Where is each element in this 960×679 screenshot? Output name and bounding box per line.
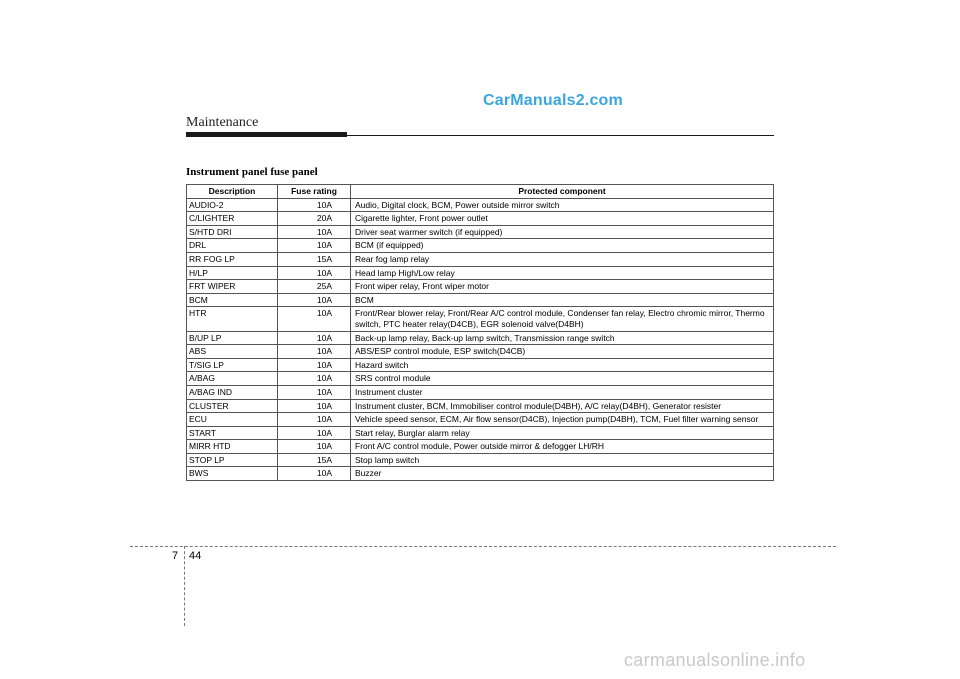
table-row (187, 467, 774, 481)
fuse-table (186, 184, 774, 481)
table-row (187, 453, 774, 467)
fuse-rating-cell: 10A (278, 239, 351, 253)
fuse-description-cell: CLUSTER (187, 399, 278, 413)
protected-component-cell: Instrument cluster, BCM, Immobiliser control module(D4BH), A/C relay(D4BH), Generator resister (351, 399, 774, 413)
header-protected-component: Protected component (351, 185, 774, 199)
table-row (187, 198, 774, 212)
fuse-description-cell: MIRR HTD (187, 440, 278, 454)
table-row (187, 440, 774, 454)
protected-component-cell: Head lamp High/Low relay (351, 266, 774, 280)
header-rule-thin (347, 135, 774, 136)
protected-component-cell: Buzzer (351, 467, 774, 481)
fuse-description-cell: A/BAG IND (187, 385, 278, 399)
table-row (187, 239, 774, 253)
fuse-rating-cell: 10A (278, 293, 351, 307)
table-row (187, 293, 774, 307)
fuse-description-cell: B/UP LP (187, 331, 278, 345)
fuse-rating-cell: 10A (278, 225, 351, 239)
fuse-description-cell: A/BAG (187, 372, 278, 386)
footer-dashed-line (130, 546, 836, 547)
table-row (187, 413, 774, 427)
fuse-rating-cell: 10A (278, 331, 351, 345)
table-row (187, 280, 774, 294)
fuse-rating-cell: 10A (278, 426, 351, 440)
watermark-carmanualsonline: carmanualsonline.info (624, 650, 806, 670)
fuse-rating-cell: 10A (278, 385, 351, 399)
fuse-description-cell: S/HTD DRI (187, 225, 278, 239)
table-row (187, 426, 774, 440)
page-section-number: 7 (172, 550, 179, 562)
protected-component-cell: Instrument cluster (351, 385, 774, 399)
fuse-description-cell: ECU (187, 413, 278, 427)
fuse-description-cell: STOP LP (187, 453, 278, 467)
fuse-rating-cell: 10A (278, 345, 351, 359)
fuse-description-cell: T/SIG LP (187, 358, 278, 372)
fuse-description-cell: START (187, 426, 278, 440)
protected-component-cell: Hazard switch (351, 358, 774, 372)
protected-component-cell: Front wiper relay, Front wiper motor (351, 280, 774, 294)
protected-component-cell: Vehicle speed sensor, ECM, Air flow sensor(D4CB), Injection pump(D4BH), TCM, Fuel filter warning sensor (351, 413, 774, 427)
protected-component-cell: Rear fog lamp relay (351, 252, 774, 266)
fuse-description-cell: AUDIO-2 (187, 198, 278, 212)
table-row (187, 345, 774, 359)
protected-component-cell: ABS/ESP control module, ESP switch(D4CB) (351, 345, 774, 359)
protected-component-cell: Driver seat warmer switch (if equipped) (351, 225, 774, 239)
protected-component-cell: Cigarette lighter, Front power outlet (351, 212, 774, 226)
table-row (187, 331, 774, 345)
fuse-description-cell: FRT WIPER (187, 280, 278, 294)
fuse-rating-cell: 25A (278, 280, 351, 294)
table-title: Instrument panel fuse panel (186, 166, 318, 178)
fuse-rating-cell: 10A (278, 266, 351, 280)
fuse-description-cell: HTR (187, 307, 278, 331)
fuse-description-cell: DRL (187, 239, 278, 253)
fuse-rating-cell: 10A (278, 372, 351, 386)
header-fuse-rating: Fuse rating (278, 185, 351, 199)
fuse-rating-cell: 10A (278, 358, 351, 372)
protected-component-cell: BCM (351, 293, 774, 307)
header-rule-thick (186, 132, 347, 137)
fuse-description-cell: H/LP (187, 266, 278, 280)
table-row (187, 385, 774, 399)
protected-component-cell: SRS control module (351, 372, 774, 386)
fuse-rating-cell: 10A (278, 198, 351, 212)
fuse-table-body (187, 198, 774, 480)
protected-component-cell: Start relay, Burglar alarm relay (351, 426, 774, 440)
table-row (187, 399, 774, 413)
protected-component-cell: Audio, Digital clock, BCM, Power outside mirror switch (351, 198, 774, 212)
protected-component-cell: Stop lamp switch (351, 453, 774, 467)
fuse-description-cell: RR FOG LP (187, 252, 278, 266)
fuse-rating-cell: 20A (278, 212, 351, 226)
table-row (187, 212, 774, 226)
fuse-rating-cell: 10A (278, 413, 351, 427)
page-number: 44 (189, 550, 202, 562)
table-row (187, 266, 774, 280)
fuse-rating-cell: 10A (278, 467, 351, 481)
section-title: Maintenance (186, 115, 259, 130)
fuse-description-cell: ABS (187, 345, 278, 359)
table-row (187, 358, 774, 372)
fuse-description-cell: BCM (187, 293, 278, 307)
fuse-rating-cell: 15A (278, 252, 351, 266)
footer-dashed-divider (184, 546, 185, 626)
table-row (187, 372, 774, 386)
header-description: Description (187, 185, 278, 199)
fuse-description-cell: BWS (187, 467, 278, 481)
fuse-rating-cell: 10A (278, 399, 351, 413)
fuse-rating-cell: 10A (278, 307, 351, 331)
table-row (187, 252, 774, 266)
fuse-description-cell: C/LIGHTER (187, 212, 278, 226)
protected-component-cell: Front/Rear blower relay, Front/Rear A/C control module, Condenser fan relay, Electro chromic mirror, Thermo switch, PTC heater relay(D4CB), EGR solenoid valve(D4BH) (351, 307, 774, 331)
fuse-rating-cell: 10A (278, 440, 351, 454)
table-row (187, 307, 774, 331)
protected-component-cell: Back-up lamp relay, Back-up lamp switch, Transmission range switch (351, 331, 774, 345)
watermark-carmanuals2: CarManuals2.com (483, 92, 623, 109)
fuse-table-header-row (187, 185, 774, 199)
table-row (187, 225, 774, 239)
protected-component-cell: BCM (if equipped) (351, 239, 774, 253)
protected-component-cell: Front A/C control module, Power outside mirror & defogger LH/RH (351, 440, 774, 454)
fuse-rating-cell: 15A (278, 453, 351, 467)
